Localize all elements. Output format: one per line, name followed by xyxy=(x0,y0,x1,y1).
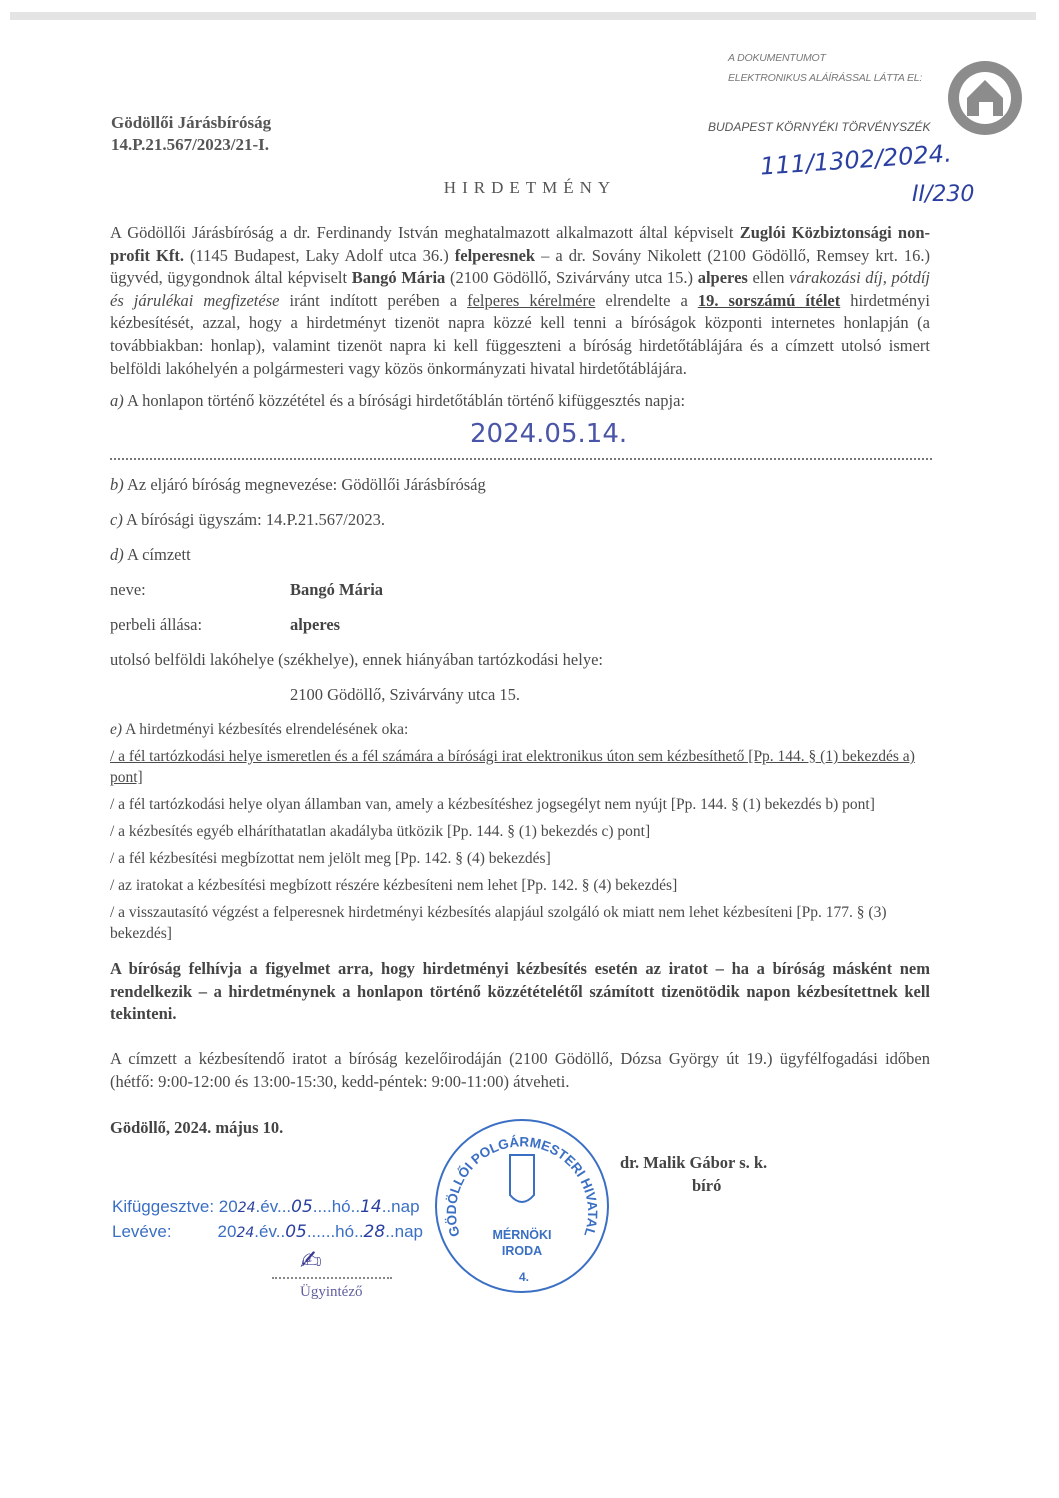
svg-text:GÖDÖLLŐI POLGÁRMESTERI HIVATAL xyxy=(444,1134,600,1238)
document-title: HIRDETMÉNY xyxy=(443,178,617,197)
section-d: d) A címzett xyxy=(110,545,191,565)
scan-edge-bar xyxy=(10,12,1036,20)
recipient-name: Bangó Mária xyxy=(290,580,384,600)
section-b: b) Az eljáró bíróság megnevezése: Gödöllői Járásbíróság xyxy=(110,475,486,495)
footer xyxy=(110,1117,930,1317)
reason-item: / a fél tartózkodási helye ismeretlen és a fél számára a bírósági irat elektronikus úton sem kézbesíthető [Pp. 144. § (1) bekezdés a) pont] xyxy=(110,748,915,787)
section-c: c) A bírósági ügyszám: 14.P.21.567/2023. xyxy=(110,510,385,530)
reason-item: / az iratokat a kézbesítési megbízott részére kézbesíteni nem lehet [Pp. 142. § (4) bekezdés] xyxy=(110,877,678,895)
court-header xyxy=(111,112,271,156)
section-a: a) A honlapon történő közzététel és a bírósági hirdetőtáblán történő kifüggesztés napja: xyxy=(110,391,686,411)
reason-item: / a fél kézbesítési megbízottat nem jelölt meg [Pp. 142. § (4) bekezdés] xyxy=(110,850,551,868)
esig-line-1: A DOKUMENTUMOT xyxy=(728,52,826,64)
judge-title: bíró xyxy=(692,1176,722,1196)
posted-line: Kifüggesztve: 2024.év...05....hó..14..nap xyxy=(112,1197,420,1218)
recipient-name-label: neve: xyxy=(110,580,146,600)
recipient-status: alperes xyxy=(290,615,341,635)
reason-item: / a fél tartózkodási helye olyan államban van, amely a kézbesítéshez jogsegélyt nem nyújt [Pp. 144. § (1) bekezdés b) pont] xyxy=(110,796,875,814)
coat-of-arms-icon xyxy=(510,1155,534,1202)
document-body xyxy=(110,222,930,1317)
intro-paragraph: A Gödöllői Járásbíróság a dr. Ferdinandy István meghatalmazott alkalmazott által képviselt Zuglói Közbiztonsági non-profit Kft. (1145 Budapest, Laky Adolf utca 36.) felperesnek – a dr. Sovány Nikolett (2100 Gödöllő, Remsey krt. 16.) ügyvéd, ügygondnok által képviselt Bangó Mária (2100 Gödöllő, Szivárvány utca 15.) alperes ellen várakozási díj, pótdíj és járulékai megfizetése iránt indított perében a felperes kérelmére elrendelte a 19. sorszámú ítélet hirdetményi kézbesítését, azzal, hogy a hirdetményt tizenöt napra közzé kell tenni a bíróságok központi internetes honlapján (a továbbiakban: honlap), valamint tizenöt napra ki kell függeszteni a bíróság hirdetőtáblájára és a címzett utolsó ismert belföldi lakóhelyén a polgármesteri vagy közös önkormányzati hivatal hirdetőtáblájára. xyxy=(110,223,931,378)
stamp-number: 4. xyxy=(518,1270,530,1285)
recipient-status-label: perbeli állása: xyxy=(110,615,203,635)
handwritten-publication-date: 2024.05.14. xyxy=(470,419,628,450)
section-e xyxy=(110,719,930,944)
official-stamp xyxy=(432,1115,612,1302)
place-date: Gödöllő, 2024. május 10. xyxy=(110,1118,284,1138)
recipient-name-row xyxy=(110,579,930,601)
clerk-signature: ✍ xyxy=(300,1246,322,1277)
court-logo-icon xyxy=(945,58,1025,143)
reason-item: / a kézbesítés egyéb elháríthatatlan akadályba ütközik [Pp. 144. § (1) bekezdés c) pont] xyxy=(110,823,651,841)
date-fill-line xyxy=(110,458,932,460)
case-reference: 14.P.21.567/2023/21-I. xyxy=(111,135,270,154)
removed-line: Levéve: 2024.év..05......hó..28..nap xyxy=(112,1222,424,1243)
handwritten-reference: 111/1302/2024. xyxy=(759,139,953,181)
recipient-address-label: utolsó belföldi lakóhelye (székhelye), ennek hiányában tartózkodási helye: xyxy=(110,650,603,670)
reason-item: / a visszautasító végzést a felperesnek hirdetményi kézbesítés alapjául szolgáló ok miatt nem lehet kézbesíteni [Pp. 177. § (3) bekezdés] xyxy=(110,904,887,943)
electronic-signature-note xyxy=(728,52,922,92)
stamp-line-1: MÉRNÖKI xyxy=(492,1228,552,1243)
signature-line xyxy=(272,1277,392,1279)
esig-line-2: ELEKTRONIKUS ALÁÍRÁSSAL LÁTTA EL: xyxy=(728,72,923,84)
section-e-heading: e) A hirdetményi kézbesítés elrendelésének oka: xyxy=(110,721,409,739)
handwritten-reference-2: II/230 xyxy=(912,182,975,207)
recipient-status-row xyxy=(110,614,930,636)
stamp-ring-text: GÖDÖLLŐI POLGÁRMESTERI HIVATAL xyxy=(443,1134,601,1239)
clerk-label: Ügyintéző xyxy=(300,1284,363,1301)
court-name: Gödöllői Járásbíróság xyxy=(111,113,272,132)
date-fill-block xyxy=(110,416,930,460)
stamp-line-2: IRODA xyxy=(501,1244,543,1259)
recipient-address: 2100 Gödöllő, Szivárvány utca 15. xyxy=(290,685,521,705)
judge-name: dr. Malik Gábor s. k. xyxy=(620,1153,768,1173)
notice-paragraph: A bíróság felhívja a figyelmet arra, hogy hirdetményi kézbesítés esetén az iratot – ha a bíróság másként nem rendelkezik – a hirdetménynek a honlapon történő közzétételétől számított tizenötödik napon kézbesítettnek kell tekinteni. xyxy=(110,959,930,1024)
pickup-paragraph: A címzett a kézbesítendő iratot a bíróság kezelőirodáján (2100 Gödöllő, Dózsa György út 19.) ügyfélfogadási időben (hétfő: 9:00-12:00 és 13:00-15:30, kedd-péntek: 9:00-11:00) átveheti. xyxy=(110,1048,930,1091)
esig-court: BUDAPEST KÖRNYÉKI TÖRVÉNYSZÉK xyxy=(708,120,931,134)
